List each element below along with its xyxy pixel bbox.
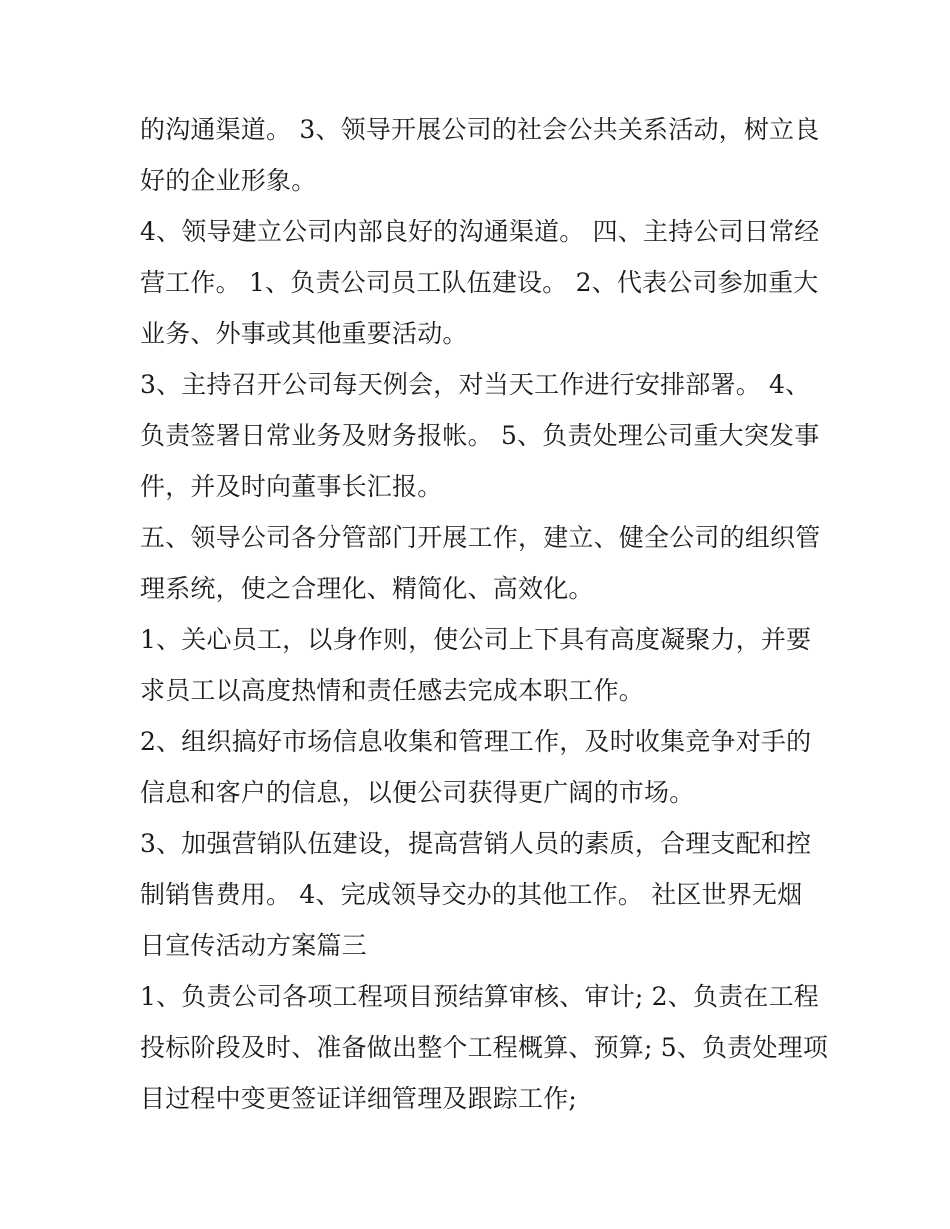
text-line: 业务、外事或其他重要活动。 [140,319,468,348]
text-line: 1、负责公司各项工程项目预结算审核、审计; 2、负责在工程 [140,982,819,1011]
text-line: 投标阶段及时、准备做出整个工程概算、预算; 5、负责处理项 [140,1033,829,1062]
text-line: 营工作。 1、负责公司员工队伍建设。 2、代表公司参加重大 [140,268,819,297]
text-line: 3、主持召开公司每天例会，对当天工作进行安排部署。 4、 [140,370,811,399]
text-line: 负责签署日常业务及财务报帐。 5、负责处理公司重大突发事 [140,421,820,450]
text-line: 件，并及时向董事长汇报。 [140,472,443,501]
text-line: 2、组织搞好市场信息收集和管理工作，及时收集竞争对手的 [140,727,812,756]
text-line: 理系统，使之合理化、精简化、高效化。 [140,574,594,603]
document-body [140,104,829,1124]
text-line: 的沟通渠道。 3、领导开展公司的社会公共关系活动，树立良 [140,115,820,144]
text-line: 1、关心员工，以身作则，使公司上下具有高度凝聚力，并要 [140,625,812,654]
text-line: 五、领导公司各分管部门开展工作，建立、健全公司的组织管 [140,523,821,552]
text-line: 制销售费用。 4、完成领导交办的其他工作。 社区世界无烟 [140,880,803,909]
text-line: 求员工以高度热情和责任感去完成本职工作。 [140,676,645,705]
text-line: 好的企业形象。 [140,166,317,195]
section-heading-line: 日宣传活动方案篇三 [140,931,367,960]
text-line: 4、领导建立公司内部良好的沟通渠道。 四、主持公司日常经 [140,217,820,246]
text-line: 信息和客户的信息，以便公司获得更广阔的市场。 [140,778,695,807]
text-line: 目过程中变更签证详细管理及跟踪工作; [140,1084,578,1113]
text-line: 3、加强营销队伍建设，提高营销人员的素质，合理支配和控 [140,829,812,858]
